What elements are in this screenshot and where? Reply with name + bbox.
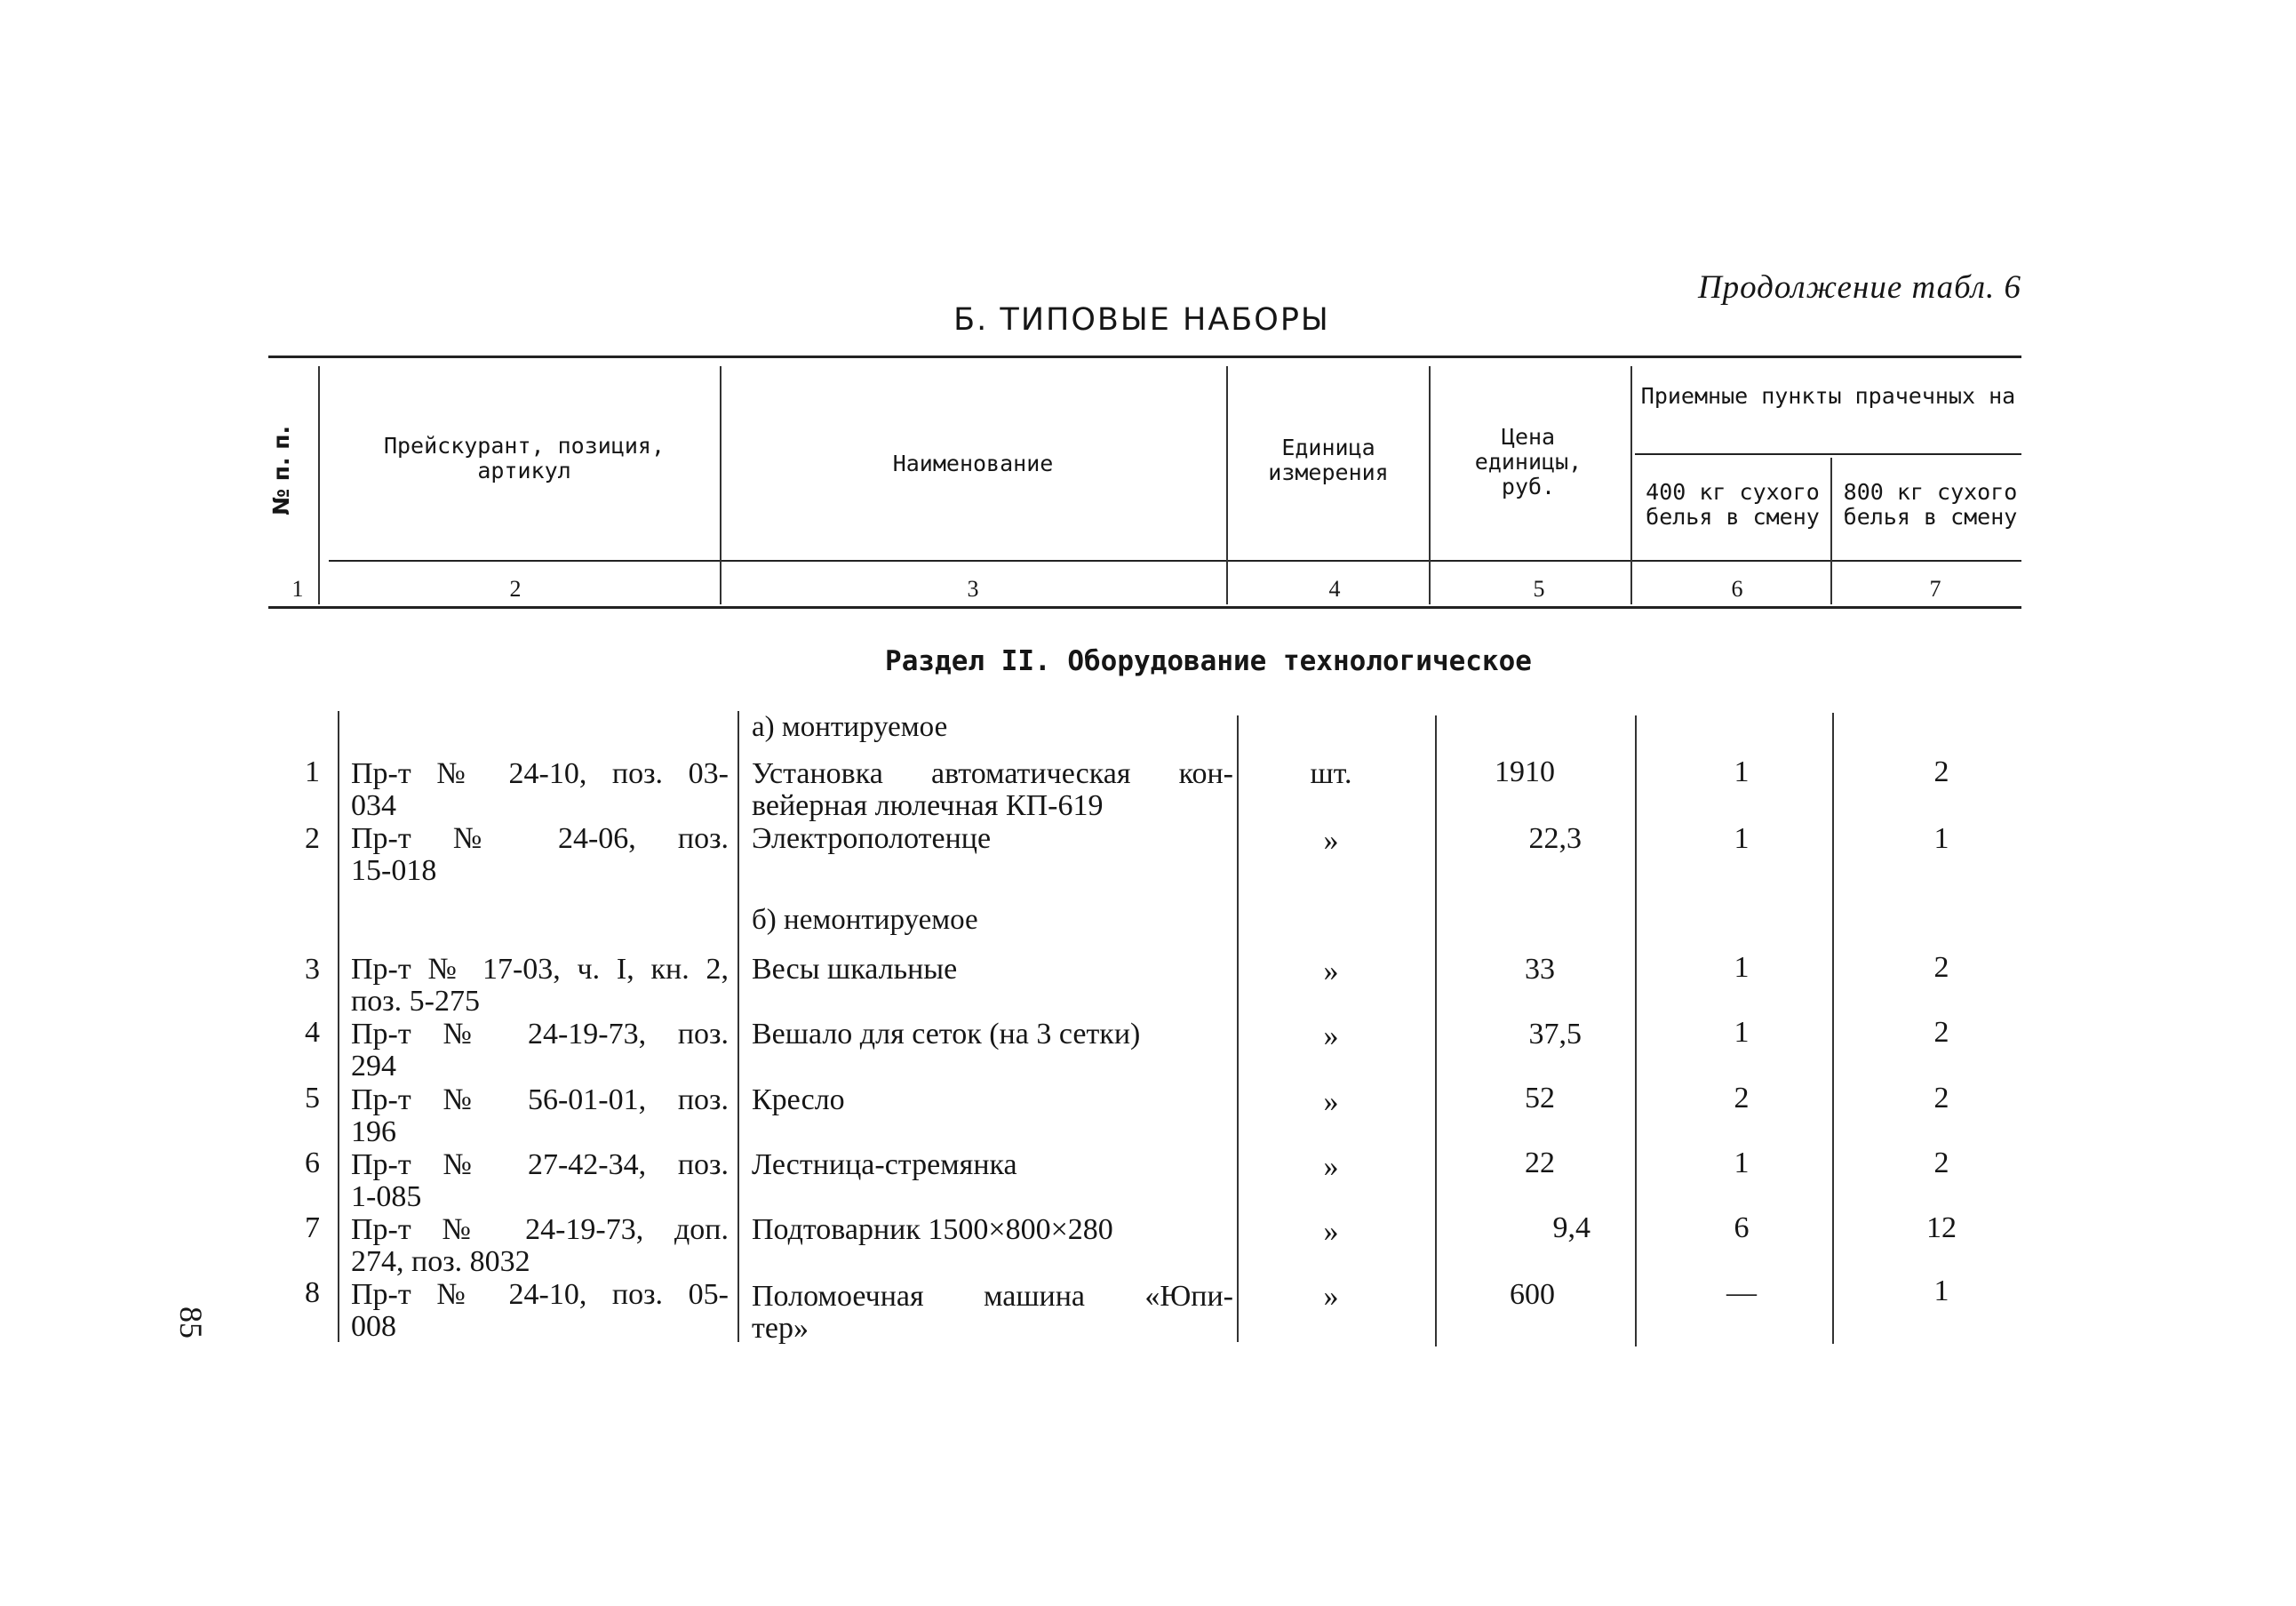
row-number: 8 — [305, 1276, 320, 1309]
row-number: 3 — [305, 953, 320, 986]
qty-400kg: 1 — [1734, 1147, 1750, 1179]
row-number: 1 — [305, 755, 320, 788]
body-divider-6 — [1832, 713, 1834, 1344]
header-row-number: № п. п. — [268, 425, 294, 515]
subhead-unmounted: б) немонтируемое — [752, 904, 978, 936]
pricelist-ref-cont: 008 — [351, 1310, 396, 1343]
qty-800kg: 2 — [1933, 755, 1949, 788]
qty-800kg: 12 — [1926, 1211, 1957, 1244]
header-400kg: 400 кг сухого белья в смену — [1646, 479, 1820, 530]
pricelist-ref: Пр-т № 27-42-34, поз. — [351, 1148, 729, 1181]
pricelist-ref-cont: 1-085 — [351, 1180, 422, 1213]
unit: » — [1323, 824, 1339, 857]
qty-400kg: 6 — [1734, 1211, 1750, 1244]
pricelist-ref-cont: 294 — [351, 1050, 396, 1083]
section-title: Б. ТИПОВЫЕ НАБОРЫ — [953, 302, 1330, 338]
item-name: Установка автоматическая кон- — [752, 757, 1233, 790]
unit: » — [1323, 1280, 1339, 1313]
pricelist-ref-cont: 274, поз. 8032 — [351, 1245, 530, 1278]
razdel-heading: Раздел II. Оборудование технологическое — [885, 645, 1532, 677]
pricelist-ref: Пр-т № 17-03, ч. I, кн. 2, — [351, 953, 729, 986]
qty-800kg: 1 — [1933, 1274, 1949, 1307]
unit-price: 600 — [1510, 1278, 1555, 1311]
item-name: Подтоварник 1500×800×280 — [752, 1213, 1113, 1246]
pricelist-ref: Пр-т № 24-06, поз. — [351, 822, 729, 855]
header-pricelist: Прейскурант, позиция, артикул — [383, 433, 666, 483]
header-divider-6 — [1830, 458, 1832, 604]
qty-800kg: 1 — [1933, 822, 1949, 855]
item-name: Поломоечная машина «Юпи- — [752, 1280, 1233, 1313]
unit-price: 22 — [1525, 1147, 1555, 1179]
unit: шт. — [1310, 757, 1352, 790]
unit-price: 33 — [1525, 953, 1555, 986]
qty-800kg: 2 — [1933, 951, 1949, 984]
header-name: Наименование — [892, 451, 1054, 476]
header-divider-1 — [318, 366, 320, 604]
header-group: Приемные пункты прачечных на — [1640, 383, 2016, 409]
col-number-2: 2 — [509, 576, 522, 602]
item-name-cont: вейерная люлечная КП-619 — [752, 789, 1104, 822]
item-name: Кресло — [752, 1083, 845, 1116]
qty-400kg: — — [1726, 1276, 1757, 1309]
header-price: Цена единицы, руб. — [1474, 424, 1582, 499]
pricelist-ref-cont: 196 — [351, 1115, 396, 1148]
header-divider-4 — [1429, 366, 1431, 604]
item-name: Лестница-стремянка — [752, 1148, 1017, 1181]
qty-800kg: 2 — [1933, 1082, 1949, 1115]
body-divider-1 — [338, 711, 339, 1342]
pricelist-ref: Пр-т № 24-19-73, поз. — [351, 1018, 729, 1051]
unit-price: 9,4 — [1552, 1211, 1590, 1244]
qty-400kg: 2 — [1734, 1082, 1750, 1115]
pricelist-ref: Пр-т № 56-01-01, поз. — [351, 1083, 729, 1116]
number-row-rule — [329, 560, 2021, 562]
header-unit: Единица измерения — [1268, 435, 1389, 485]
item-name: Вешало для сеток (на 3 сетки) — [752, 1018, 1141, 1051]
subhead-mounted: а) монтируемое — [752, 711, 948, 743]
qty-400kg: 1 — [1734, 822, 1750, 855]
table-continuation-caption: Продолжение табл. 6 — [1697, 269, 2021, 306]
row-number: 6 — [305, 1147, 320, 1179]
unit: » — [1323, 1085, 1339, 1118]
col-number-1: 1 — [291, 576, 304, 602]
row-number: 7 — [305, 1211, 320, 1244]
body-divider-2 — [737, 711, 739, 1342]
row-number: 5 — [305, 1082, 320, 1115]
pricelist-ref: Пр-т № 24-10, поз. 05- — [351, 1278, 729, 1311]
col-number-3: 3 — [967, 576, 979, 602]
qty-400kg: 1 — [1734, 755, 1750, 788]
pricelist-ref: Пр-т № 24-19-73, доп. — [351, 1213, 729, 1246]
col-number-5: 5 — [1533, 576, 1545, 602]
qty-400kg: 1 — [1734, 1016, 1750, 1049]
header-divider-3 — [1226, 366, 1228, 604]
pricelist-ref-cont: поз. 5-275 — [351, 985, 480, 1018]
col-number-6: 6 — [1731, 576, 1743, 602]
pricelist-ref-cont: 034 — [351, 789, 396, 822]
col-number-7: 7 — [1929, 576, 1941, 602]
row-number: 2 — [305, 822, 320, 855]
qty-400kg: 1 — [1734, 951, 1750, 984]
unit-price: 52 — [1525, 1082, 1555, 1115]
item-name-cont: тер» — [752, 1312, 809, 1345]
header-bottom-rule — [268, 606, 2021, 609]
unit-price: 22,3 — [1528, 822, 1582, 855]
item-name: Электрополотенце — [752, 822, 992, 855]
pricelist-ref: Пр-т № 24-10, поз. 03- — [351, 757, 729, 790]
qty-800kg: 2 — [1933, 1147, 1949, 1179]
table-top-rule — [268, 356, 2021, 358]
unit-price: 37,5 — [1528, 1018, 1582, 1051]
group-header-rule — [1635, 453, 2021, 455]
header-divider-2 — [720, 366, 721, 604]
qty-800kg: 2 — [1933, 1016, 1949, 1049]
body-divider-5 — [1635, 715, 1637, 1346]
unit-price: 1910 — [1495, 755, 1555, 788]
col-number-4: 4 — [1328, 576, 1341, 602]
row-number: 4 — [305, 1016, 320, 1049]
unit: » — [1323, 1019, 1339, 1052]
header-800kg: 800 кг сухого белья в смену — [1843, 479, 2018, 530]
pricelist-ref-cont: 15-018 — [351, 854, 437, 887]
unit: » — [1323, 955, 1339, 987]
header-divider-5 — [1630, 366, 1632, 604]
item-name: Весы шкальные — [752, 953, 958, 986]
unit: » — [1323, 1150, 1339, 1183]
unit: » — [1323, 1215, 1339, 1248]
body-divider-3 — [1237, 715, 1239, 1342]
page-number: 85 — [173, 1306, 209, 1338]
